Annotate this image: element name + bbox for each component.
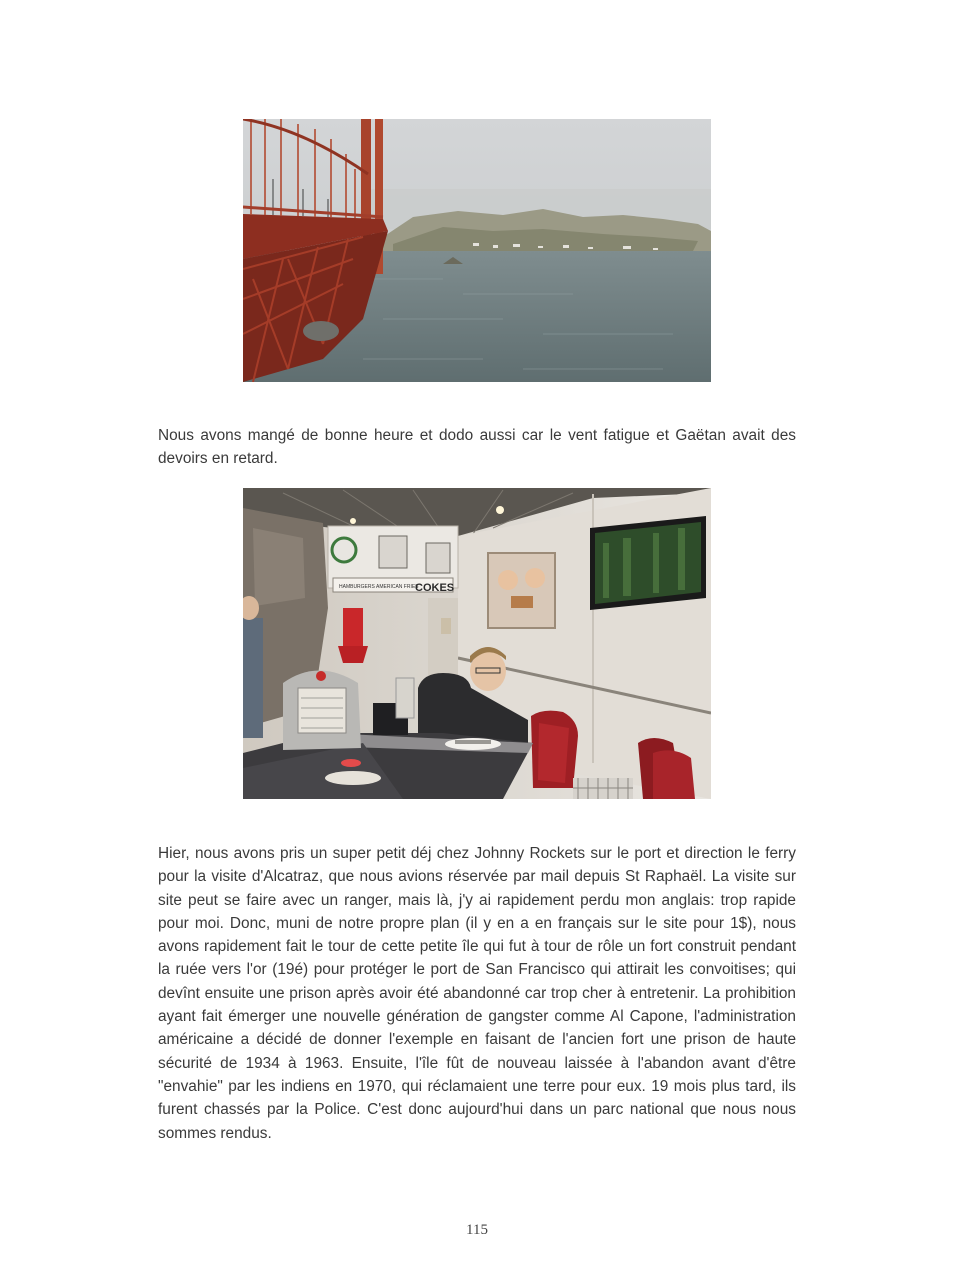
diner-photo <box>243 488 711 799</box>
paragraph-alcatraz <box>158 842 796 1145</box>
diner-sign-mid: AMERICAN FRIES <box>376 584 419 590</box>
golden-gate-photo <box>243 119 711 382</box>
paragraph-dinner-text: Nous avons mangé de bonne heure et dodo aussi car le vent fatigue et Gaëtan avait des devoirs en retard. <box>158 427 796 468</box>
diner-illustration <box>243 488 711 799</box>
golden-gate-illustration <box>243 119 711 382</box>
page-number: 115 <box>466 1222 488 1238</box>
diner-sign-cokes: COKES <box>415 582 455 594</box>
paragraph-alcatraz-text: Hier, nous avons pris un super petit déj chez Johnny Rockets sur le port et direction le ferry pour la visite d'Alcatraz, que nous avions réservée par mail depuis St Raphaël. La visite sur site peut se faire avec un ranger, mais là, j'y ai rapidement perdu mon anglais: trop rapide pour moi. Donc, muni de notre propre plan (il y en a en français sur le site pour 1$), nous avons rapidement fait le tour de cette petite île qui fut à tour de rôle un fort construit pendant la ruée vers l'or (19é) pour protéger le port de San Francisco qui attirait les convoitises; qui devînt ensuite une prison après avoir été abandonné car trop cher à entretenir. La prohibition ayant fait émerger une nouvelle génération de gangster comme Al Capone, l'administration américaine a décidé de donner l'exemple en faisant de l'ancien fort une prison de haute sécurité de 1934 à 1963. Ensuite, l'île fût de nouveau laissée à l'abandon avant d'être "envahie" par les indiens en 1970, qui réclamaient une terre pour eux. 19 mois plus tard, ils furent chassés par la Police. C'est donc aujourd'hui dans un parc national que nous nous sommes rendus. <box>158 845 796 1142</box>
diner-sign-left: HAMBURGERS <box>339 584 375 590</box>
paragraph-dinner <box>158 424 796 471</box>
